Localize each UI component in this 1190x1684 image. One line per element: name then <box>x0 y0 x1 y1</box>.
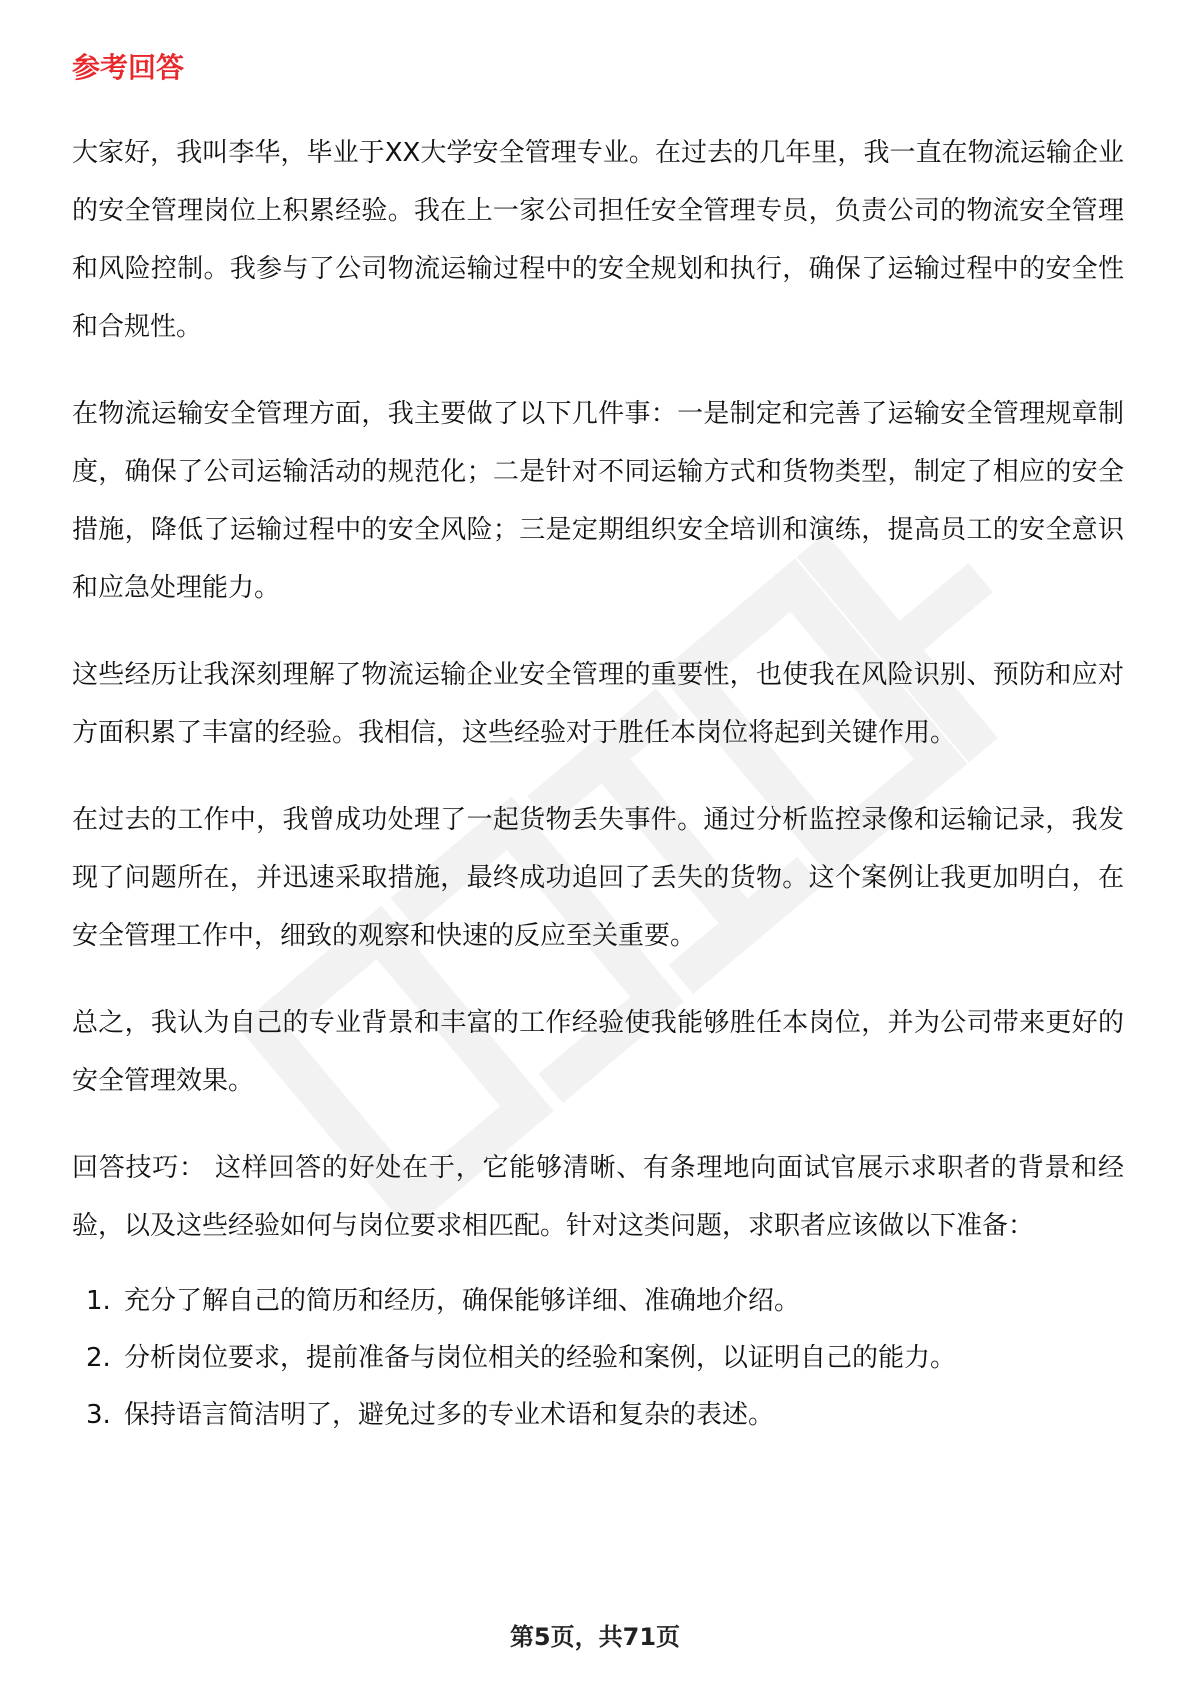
paragraph-tips-intro: 回答技巧： 这样回答的好处在于，它能够清晰、有条理地向面试官展示求职者的背景和经验，以及这些经验如何与岗位要求相匹配。针对这类问题，求职者应该做以下准备： <box>72 1153 1124 1241</box>
list-item-number: 1. <box>86 1286 111 1316</box>
list-item <box>72 1330 1124 1387</box>
main-content <box>72 48 1124 1444</box>
list-item-text: 分析岗位要求，提前准备与岗位相关的经验和案例，以证明自己的能力。 <box>124 1343 957 1373</box>
list-item-number: 2. <box>86 1343 111 1373</box>
paragraph-experience: 这些经历让我深刻理解了物流运输企业安全管理的重要性，也使我在风险识别、预防和应对方面积累了丰富的经验。我相信，这些经验对于胜任本岗位将起到关键作用。 <box>72 660 1124 748</box>
paragraph-summary: 总之，我认为自己的专业背景和丰富的工作经验使我能够胜任本岗位，并为公司带来更好的安全管理效果。 <box>72 1008 1124 1096</box>
tips-list <box>72 1273 1124 1444</box>
list-item-text: 保持语言简洁明了，避免过多的专业术语和复杂的表述。 <box>124 1400 775 1430</box>
list-item-number: 3. <box>86 1400 111 1430</box>
paragraph-responsibilities: 在物流运输安全管理方面，我主要做了以下几件事：一是制定和完善了运输安全管理规章制度，确保了公司运输活动的规范化；二是针对不同运输方式和货物类型，制定了相应的安全措施，降低了运输过程中的安全风险；三是定期组织安全培训和演练，提高员工的安全意识和应急处理能力。 <box>72 399 1124 603</box>
section-heading: 参考回答 <box>72 51 185 84</box>
page-indicator: 第5页，共71页 <box>509 1623 681 1651</box>
paragraph-case: 在过去的工作中，我曾成功处理了一起货物丢失事件。通过分析监控录像和运输记录，我发现了问题所在，并迅速采取措施，最终成功追回了丢失的货物。这个案例让我更加明白，在安全管理工作中，细致的观察和快速的反应至关重要。 <box>72 805 1124 951</box>
list-item <box>72 1273 1124 1330</box>
list-item <box>72 1387 1124 1444</box>
list-item-text: 充分了解自己的简历和经历，确保能够详细、准确地介绍。 <box>124 1286 801 1316</box>
paragraph-intro: 大家好，我叫李华，毕业于XX大学安全管理专业。在过去的几年里，我一直在物流运输企业的安全管理岗位上积累经验。我在上一家公司担任安全管理专员，负责公司的物流安全管理和风险控制。我参与了公司物流运输过程中的安全规划和执行，确保了运输过程中的安全性和合规性。 <box>72 138 1124 342</box>
